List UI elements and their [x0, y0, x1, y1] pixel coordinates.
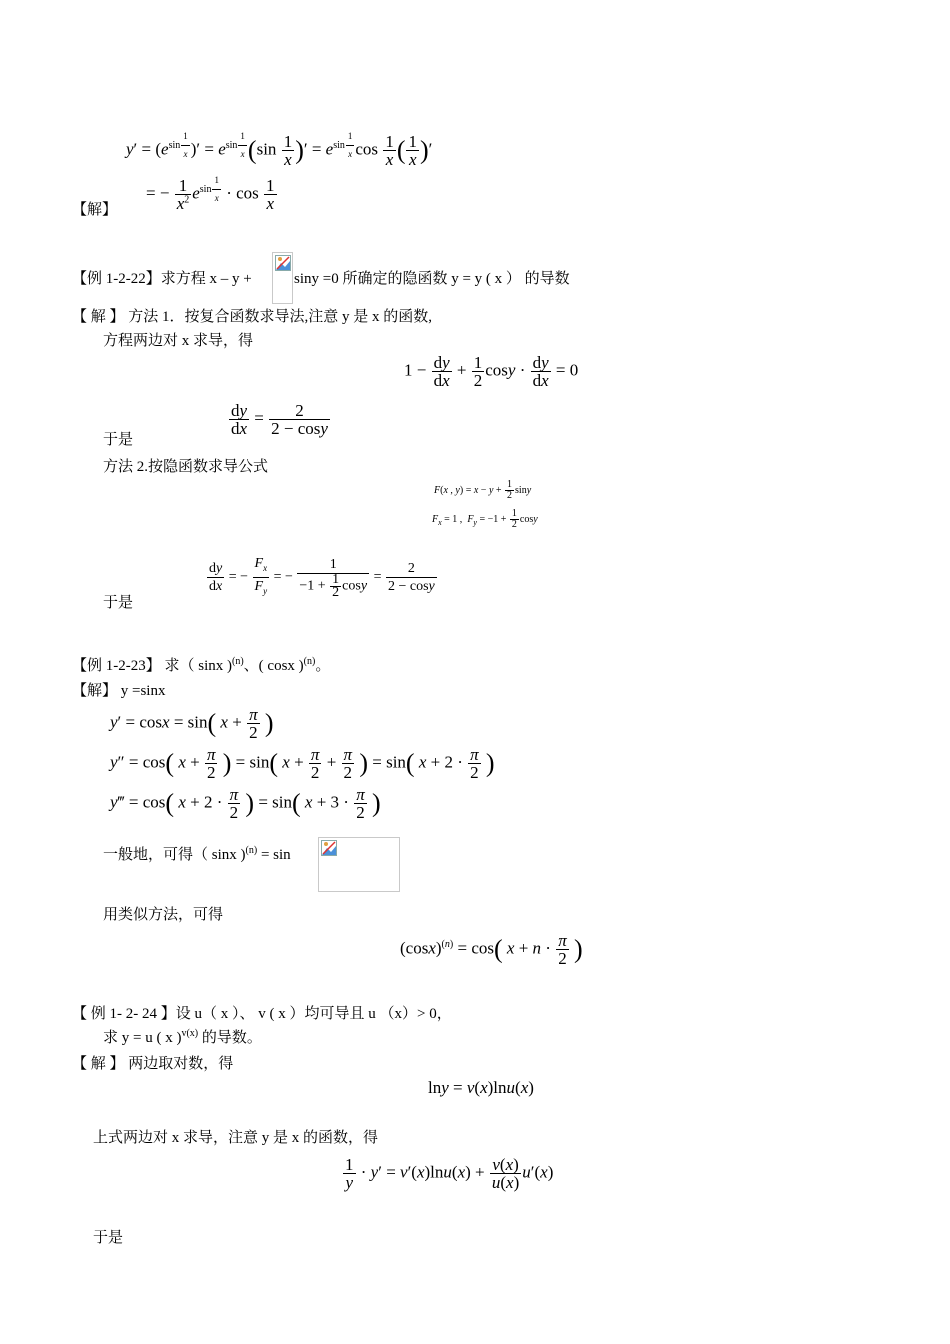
formula-implicit-differentiation: 1 − $\frac{dy}{dx}$ + $\frac{1}{2}$ cosy · $\frac{dy}{dx}$ = 0 — [404, 353, 579, 390]
example-24-solution: 【 解 】 两边取对数，得 — [72, 1056, 234, 1072]
example-24-line2 — [103, 1029, 262, 1047]
example-23-heading-mid: 、( cosx ) — [243, 658, 304, 674]
formula-dy-dx-result-2: $\frac{dy}{dx}$ = − $\frac{F_x}{F_y}$ = − 1 −1 + $\frac{1}{2}$ cosy = $\frac{2}{2 - \cos y}$ — [209, 556, 435, 600]
solution-label: 【解】 — [72, 202, 118, 218]
formula-third-derivative: y‴ = cos( x + 2 · $\frac{\pi}{2}$ ) = sin( x + 3 · $\frac{\pi}{2}$ ) — [110, 785, 381, 822]
formula-chain-line2: = − $\frac{1}{x^2}$ $e^{sin \frac{1}{x}}$ · cos $\frac{1}{x}$ — [146, 172, 278, 212]
formula-cos-nth-derivative: $(\cos x)^{(n)} = \cos$( x + n · $\frac{\pi}{2}$ ) — [400, 931, 583, 968]
example-22-heading-post: siny =0 所确定的隐函数 y = y ( x ） 的导数 — [294, 271, 570, 287]
example-22-heading-pre: 【例 1-2-22】求方程 x – y + — [72, 271, 252, 287]
example-23-heading — [72, 657, 330, 675]
formula-dy-dx-result-1: $\frac{dy}{dx}$ = $\frac{2}{2 - \cos y}$ — [231, 401, 328, 438]
sup-n-3: (n) — [245, 845, 258, 856]
yu-shi-label-3: 于是 — [93, 1230, 124, 1246]
formula-log-both-sides: lny = v(x)lnu(x) — [428, 1078, 534, 1097]
example-24-heading: 【 例 1- 2- 24 】设 u（ x ）、 v ( x ）均可导且 u （x）> 0， — [72, 1006, 452, 1022]
formula-first-derivative: y′ = cosx = sin( x + $\frac{\pi}{2}$ ) — [110, 705, 274, 742]
sup-n-2: (n) — [303, 656, 316, 667]
broken-image-placeholder — [272, 252, 293, 304]
formula-partial-derivatives: $F_x = 1$ , $F_y = -1$ + $\frac{1}{2}$ cosy — [432, 508, 538, 530]
method-2-text: 方法 2.按隐函数求导公式 — [103, 459, 269, 475]
general-result-post: = sin — [257, 847, 291, 863]
broken-image-placeholder-2 — [318, 837, 400, 892]
yu-shi-label-1: 于是 — [103, 432, 134, 448]
general-result — [103, 846, 291, 864]
broken-image-icon — [275, 255, 291, 271]
formula-chain-line1: $y' = (e^{sin \frac{1}{x}}$ )′ = $e^{sin \frac{1}{x}}$ (sin $\frac{1}{x}$ )′ = $e^{sin \frac{1}{x}}$ cos $\frac{1}{x}$ ( $\frac{1}{x}$ )′ — [126, 128, 432, 168]
example-23-solution: 【解】 y =sinx — [72, 683, 166, 699]
broken-image-icon — [321, 840, 337, 856]
similar-method-text: 用类似方法，可得 — [103, 907, 224, 923]
differentiate-text: 上式两边对 x 求导，注意 y 是 x 的函数，得 — [93, 1130, 379, 1146]
sup-n-1: (n) — [232, 656, 244, 667]
formula-F-definition: F(x , y) = x − y + $\frac{1}{2}$ siny — [434, 479, 532, 501]
example-24-line2-pre: 求 y = u ( x ) — [103, 1030, 182, 1046]
example-23-heading-pre: 【例 1-2-23】 求（ sinx ) — [72, 658, 232, 674]
example-24-line2-post: 的导数。 — [198, 1030, 262, 1046]
sup-vx: v(x) — [181, 1028, 199, 1039]
formula-second-derivative: y″ = cos( x + $\frac{\pi}{2}$ ) = sin( x + $\frac{\pi}{2}$ + $\frac{\pi}{2}$ ) = sin( x + 2 · $\frac{\pi}{2}$ ) — [110, 745, 495, 782]
example-22-solution-line2: 方程两边对 x 求导，得 — [103, 333, 254, 349]
yu-shi-label-2: 于是 — [103, 595, 134, 611]
general-result-pre: 一般地，可得（ sinx ) — [103, 847, 246, 863]
formula-log-derivative: $\frac{1}{y}$ · y′ = v′(x)lnu(x) + $\frac{v(x)}{u(x)}$ u′(x) — [345, 1155, 554, 1192]
example-22-solution-line1: 【 解 】 方法 1．按复合函数求导法,注意 y 是 x 的函数, — [72, 309, 433, 325]
example-23-heading-post: 。 — [315, 658, 331, 674]
